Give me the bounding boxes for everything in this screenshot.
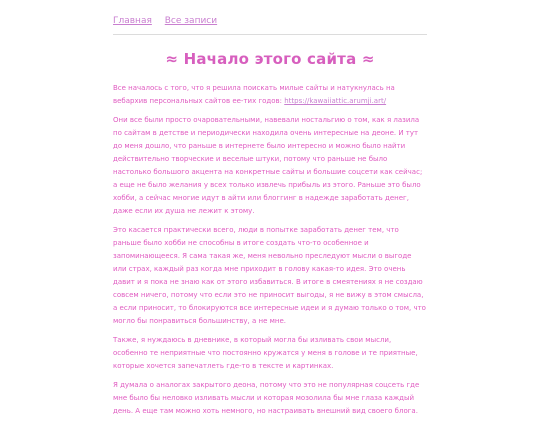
paragraph-1-text: Все началось с того, что я решила поискать милые сайты и натукнулась на вебархив персональных сайтов ее-тих годов: xyxy=(113,84,395,105)
top-nav xyxy=(113,16,227,26)
archive-link[interactable]: https://kawaiiattic.arumji.art/ xyxy=(284,97,387,105)
title-ornament-right: ≈ xyxy=(361,50,375,68)
post-title-text: Начало этого сайта xyxy=(183,50,357,68)
paragraph-5: Я думала о аналогах закрытого деона, потому что это не популярная соцсеть где мне было бы неловко изливать мысли и которая мозолила бы мне глаза каждый день. А еще там можно хоть немного, но настраивать внешний вид своего блога. xyxy=(113,381,420,415)
paragraph-3: Это касается практически всего, люди в попытке заработать денег тем, что раньше было хобби не способны в итоге создать что-то особенное и запоминающееся. Я сама такая же, меня невольно преследуют мысли о выгоде или страх, каждый раз когда мне приходит в голову какая-то идея. Это очень давит и я пока не знаю как от этого избавиться. В итоге в смеятениях я не создаю совсем ничего, потому что если это не приносит выгоды, я не вижу в этом смысла, а если приносит, то блокируются все интересные идеи и я думаю только о том, что могло бы понравиться большинству, а не мне. xyxy=(113,226,426,325)
post-title xyxy=(113,50,427,68)
nav-divider xyxy=(113,34,427,35)
nav-link-home[interactable]: Главная xyxy=(113,16,152,26)
paragraph-2: Они все были просто очаровательными, навевали ностальгию о том, как я лазила по сайтам в детстве и периодически находила очень интересные на деоне. И тут до меня дошло, что раньше в интернете было интересно и можно было найти действительно творческие и веселые штуки, потому что раньше не было настолько большого акцента на конкретные сайты и большие соцсети как сейчас; а еще не было желания у всех только извлечь прибыль из этого. Раньше это было хобби, а сейчас многие идут в айти или блоггинг в надежде заработать денег, даже если их душа не лежит к этому. xyxy=(113,116,423,215)
paragraph-4: Также, я нуждаюсь в дневнике, в который могла бы изливать свои мысли, особенно те неприятные что постоянно кружатся у меня в голове и те приятные, которые хочется запечатлеть где-то в тексте и картинках. xyxy=(113,336,418,370)
nav-link-all-posts[interactable]: Все записи xyxy=(164,16,218,26)
post-body xyxy=(113,82,427,424)
paragraph-1 xyxy=(113,82,427,108)
title-ornament-left: ≈ xyxy=(165,50,179,68)
